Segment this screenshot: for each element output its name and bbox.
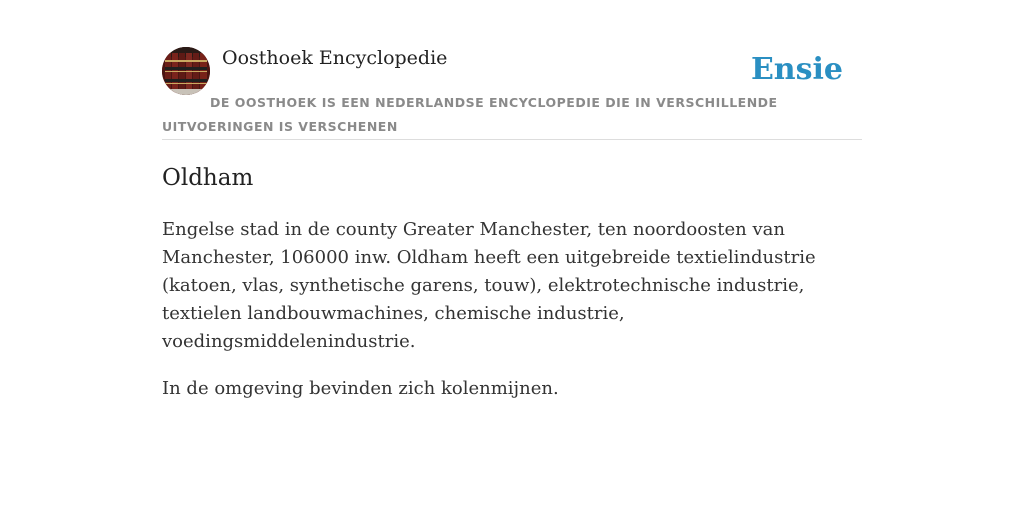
article (162, 160, 862, 403)
encyclopedia-books-icon[interactable] (162, 47, 210, 95)
site-name-link[interactable]: Oosthoek Encyclopedie (222, 47, 448, 69)
brand-logo-link[interactable]: Ensie (750, 52, 843, 87)
article-paragraph: Engelse stad in de county Greater Manchester, ten noordoosten van Manchester, 106000 inw. Oldham heeft een uitgebreide textielindustrie (katoen, vlas, synthetische garens, touw), elektrotechnische industrie, textielen landbouwmachines, chemische industrie, voedingsmiddelenindustrie. (162, 219, 816, 352)
site-tagline: DE OOSTHOEK IS EEN NEDERLANDSE ENCYCLOPEDIE DIE IN VERSCHILLENDE UITVOERINGEN IS VERSCHENEN (162, 95, 778, 134)
site-header (162, 46, 862, 140)
article-paragraph: In de omgeving bevinden zich kolenmijnen. (162, 378, 559, 399)
article-title: Oldham (162, 165, 254, 191)
